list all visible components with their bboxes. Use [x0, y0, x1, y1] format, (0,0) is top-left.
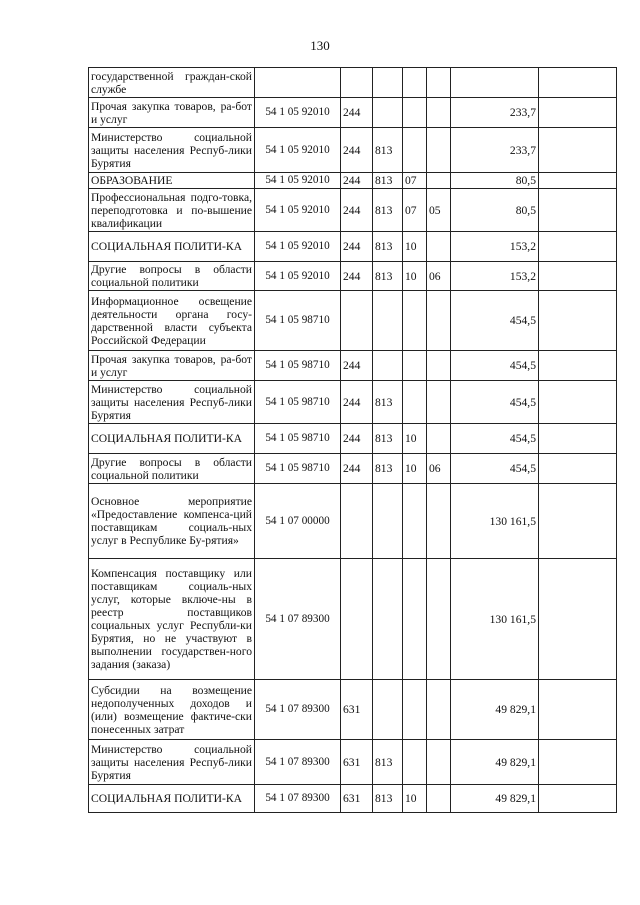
row-name-cell: СОЦИАЛЬНАЯ ПОЛИТИ-КА	[89, 785, 255, 813]
table-row	[89, 173, 617, 189]
table-row	[89, 128, 617, 173]
administrator-cell	[373, 68, 403, 98]
section-cell: 10	[403, 232, 427, 262]
subsection-cell	[427, 740, 451, 785]
row-name-cell: Прочая закупка товаров, ра-бот и услуг	[89, 98, 255, 128]
section-cell	[403, 98, 427, 128]
table-row	[89, 351, 617, 381]
target-article-cell: 54 1 05 92010	[255, 173, 341, 189]
expense-type-cell: 631	[341, 680, 373, 740]
row-name-cell: Основное мероприятие «Предоставление компенса-ций поставщикам социаль-ных услуг в Республике Бу-рятия»	[89, 484, 255, 559]
expense-type-cell: 244	[341, 262, 373, 291]
extra-cell	[539, 189, 617, 232]
expense-type-cell: 631	[341, 740, 373, 785]
table-row	[89, 484, 617, 559]
target-article-cell: 54 1 05 92010	[255, 128, 341, 173]
subsection-cell	[427, 128, 451, 173]
administrator-cell: 813	[373, 424, 403, 454]
extra-cell	[539, 680, 617, 740]
subsection-cell	[427, 232, 451, 262]
extra-cell	[539, 424, 617, 454]
administrator-cell: 813	[373, 262, 403, 291]
subsection-cell	[427, 785, 451, 813]
expense-type-cell: 244	[341, 454, 373, 484]
administrator-cell	[373, 291, 403, 351]
extra-cell	[539, 454, 617, 484]
subsection-cell	[427, 98, 451, 128]
section-cell	[403, 128, 427, 173]
row-name-cell: Министерство социальной защиты населения Респуб-лики Бурятия	[89, 740, 255, 785]
amount-cell: 233,7	[451, 98, 539, 128]
amount-cell: 454,5	[451, 381, 539, 424]
administrator-cell: 813	[373, 128, 403, 173]
table-row	[89, 740, 617, 785]
administrator-cell	[373, 351, 403, 381]
row-name-cell: Компенсация поставщику или поставщикам социаль-ных услуг, которые включе-ны в реестр поставщиков социальных услуг Республи-ки Бурятия, но не участвуют в выполнении государствен-ного задания (заказа)	[89, 559, 255, 680]
section-cell: 07	[403, 173, 427, 189]
extra-cell	[539, 351, 617, 381]
amount-cell: 49 829,1	[451, 680, 539, 740]
table-row	[89, 559, 617, 680]
row-name-cell: Профессиональная подго-товка, переподготовка и по-вышение квалификации	[89, 189, 255, 232]
amount-cell: 80,5	[451, 189, 539, 232]
subsection-cell	[427, 68, 451, 98]
extra-cell	[539, 232, 617, 262]
section-cell	[403, 484, 427, 559]
expense-type-cell: 244	[341, 128, 373, 173]
amount-cell: 49 829,1	[451, 785, 539, 813]
expense-type-cell	[341, 559, 373, 680]
section-cell: 10	[403, 785, 427, 813]
amount-cell: 454,5	[451, 291, 539, 351]
extra-cell	[539, 262, 617, 291]
subsection-cell	[427, 484, 451, 559]
row-name-cell: государственной граждан-ской службе	[89, 68, 255, 98]
expense-type-cell	[341, 291, 373, 351]
expense-type-cell	[341, 484, 373, 559]
table-body	[89, 68, 617, 813]
target-article-cell: 54 1 05 98710	[255, 454, 341, 484]
table-row	[89, 262, 617, 291]
target-article-cell: 54 1 07 89300	[255, 740, 341, 785]
section-cell	[403, 559, 427, 680]
table-row	[89, 785, 617, 813]
extra-cell	[539, 173, 617, 189]
amount-cell: 454,5	[451, 424, 539, 454]
table-row	[89, 291, 617, 351]
section-cell	[403, 351, 427, 381]
table-row	[89, 680, 617, 740]
administrator-cell	[373, 484, 403, 559]
subsection-cell	[427, 291, 451, 351]
target-article-cell: 54 1 07 89300	[255, 559, 341, 680]
expense-type-cell: 244	[341, 173, 373, 189]
section-cell: 10	[403, 424, 427, 454]
extra-cell	[539, 785, 617, 813]
administrator-cell: 813	[373, 454, 403, 484]
target-article-cell: 54 1 07 00000	[255, 484, 341, 559]
section-cell	[403, 740, 427, 785]
expense-type-cell: 244	[341, 381, 373, 424]
section-cell: 10	[403, 454, 427, 484]
target-article-cell: 54 1 05 92010	[255, 232, 341, 262]
amount-cell: 153,2	[451, 262, 539, 291]
administrator-cell: 813	[373, 740, 403, 785]
subsection-cell	[427, 424, 451, 454]
amount-cell: 130 161,5	[451, 559, 539, 680]
target-article-cell: 54 1 05 98710	[255, 424, 341, 454]
extra-cell	[539, 740, 617, 785]
table-row	[89, 68, 617, 98]
administrator-cell: 813	[373, 232, 403, 262]
row-name-cell: Министерство социальной защиты населения Респуб-лики Бурятия	[89, 381, 255, 424]
row-name-cell: ОБРАЗОВАНИЕ	[89, 173, 255, 189]
section-cell	[403, 291, 427, 351]
row-name-cell: Другие вопросы в области социальной политики	[89, 262, 255, 291]
section-cell	[403, 381, 427, 424]
amount-cell: 49 829,1	[451, 740, 539, 785]
row-name-cell: Прочая закупка товаров, ра-бот и услуг	[89, 351, 255, 381]
extra-cell	[539, 68, 617, 98]
expense-type-cell: 244	[341, 98, 373, 128]
section-cell: 10	[403, 262, 427, 291]
row-name-cell: Министерство социальной защиты населения Респуб-лики Бурятия	[89, 128, 255, 173]
row-name-cell: СОЦИАЛЬНАЯ ПОЛИТИ-КА	[89, 232, 255, 262]
amount-cell	[451, 68, 539, 98]
section-cell: 07	[403, 189, 427, 232]
target-article-cell: 54 1 07 89300	[255, 785, 341, 813]
administrator-cell	[373, 680, 403, 740]
extra-cell	[539, 291, 617, 351]
target-article-cell: 54 1 05 98710	[255, 381, 341, 424]
administrator-cell: 813	[373, 173, 403, 189]
table-row	[89, 98, 617, 128]
expense-type-cell: 244	[341, 351, 373, 381]
amount-cell: 130 161,5	[451, 484, 539, 559]
administrator-cell	[373, 98, 403, 128]
extra-cell	[539, 98, 617, 128]
target-article-cell: 54 1 05 92010	[255, 98, 341, 128]
extra-cell	[539, 484, 617, 559]
target-article-cell: 54 1 07 89300	[255, 680, 341, 740]
extra-cell	[539, 128, 617, 173]
expense-type-cell: 244	[341, 189, 373, 232]
subsection-cell	[427, 351, 451, 381]
subsection-cell	[427, 381, 451, 424]
row-name-cell: Информационное освещение деятельности органа госу-дарственной власти субъекта Российской Федерации	[89, 291, 255, 351]
target-article-cell	[255, 68, 341, 98]
extra-cell	[539, 381, 617, 424]
administrator-cell	[373, 559, 403, 680]
amount-cell: 454,5	[451, 454, 539, 484]
expense-type-cell: 631	[341, 785, 373, 813]
expense-type-cell: 244	[341, 232, 373, 262]
section-cell	[403, 680, 427, 740]
subsection-cell	[427, 559, 451, 680]
target-article-cell: 54 1 05 92010	[255, 189, 341, 232]
amount-cell: 80,5	[451, 173, 539, 189]
subsection-cell	[427, 680, 451, 740]
table-row	[89, 454, 617, 484]
table-row	[89, 381, 617, 424]
subsection-cell: 06	[427, 454, 451, 484]
table-row	[89, 424, 617, 454]
expense-type-cell: 244	[341, 424, 373, 454]
amount-cell: 454,5	[451, 351, 539, 381]
amount-cell: 153,2	[451, 232, 539, 262]
section-cell	[403, 68, 427, 98]
subsection-cell	[427, 173, 451, 189]
subsection-cell: 05	[427, 189, 451, 232]
target-article-cell: 54 1 05 92010	[255, 262, 341, 291]
extra-cell	[539, 559, 617, 680]
budget-table	[88, 67, 617, 813]
row-name-cell: СОЦИАЛЬНАЯ ПОЛИТИ-КА	[89, 424, 255, 454]
subsection-cell: 06	[427, 262, 451, 291]
table-row	[89, 189, 617, 232]
target-article-cell: 54 1 05 98710	[255, 351, 341, 381]
row-name-cell: Другие вопросы в области социальной политики	[89, 454, 255, 484]
page-number: 130	[310, 38, 330, 53]
administrator-cell: 813	[373, 785, 403, 813]
administrator-cell: 813	[373, 189, 403, 232]
administrator-cell: 813	[373, 381, 403, 424]
amount-cell: 233,7	[451, 128, 539, 173]
table-row	[89, 232, 617, 262]
expense-type-cell	[341, 68, 373, 98]
row-name-cell: Субсидии на возмещение недополученных доходов и (или) возмещение фактиче-ски понесенных затрат	[89, 680, 255, 740]
target-article-cell: 54 1 05 98710	[255, 291, 341, 351]
